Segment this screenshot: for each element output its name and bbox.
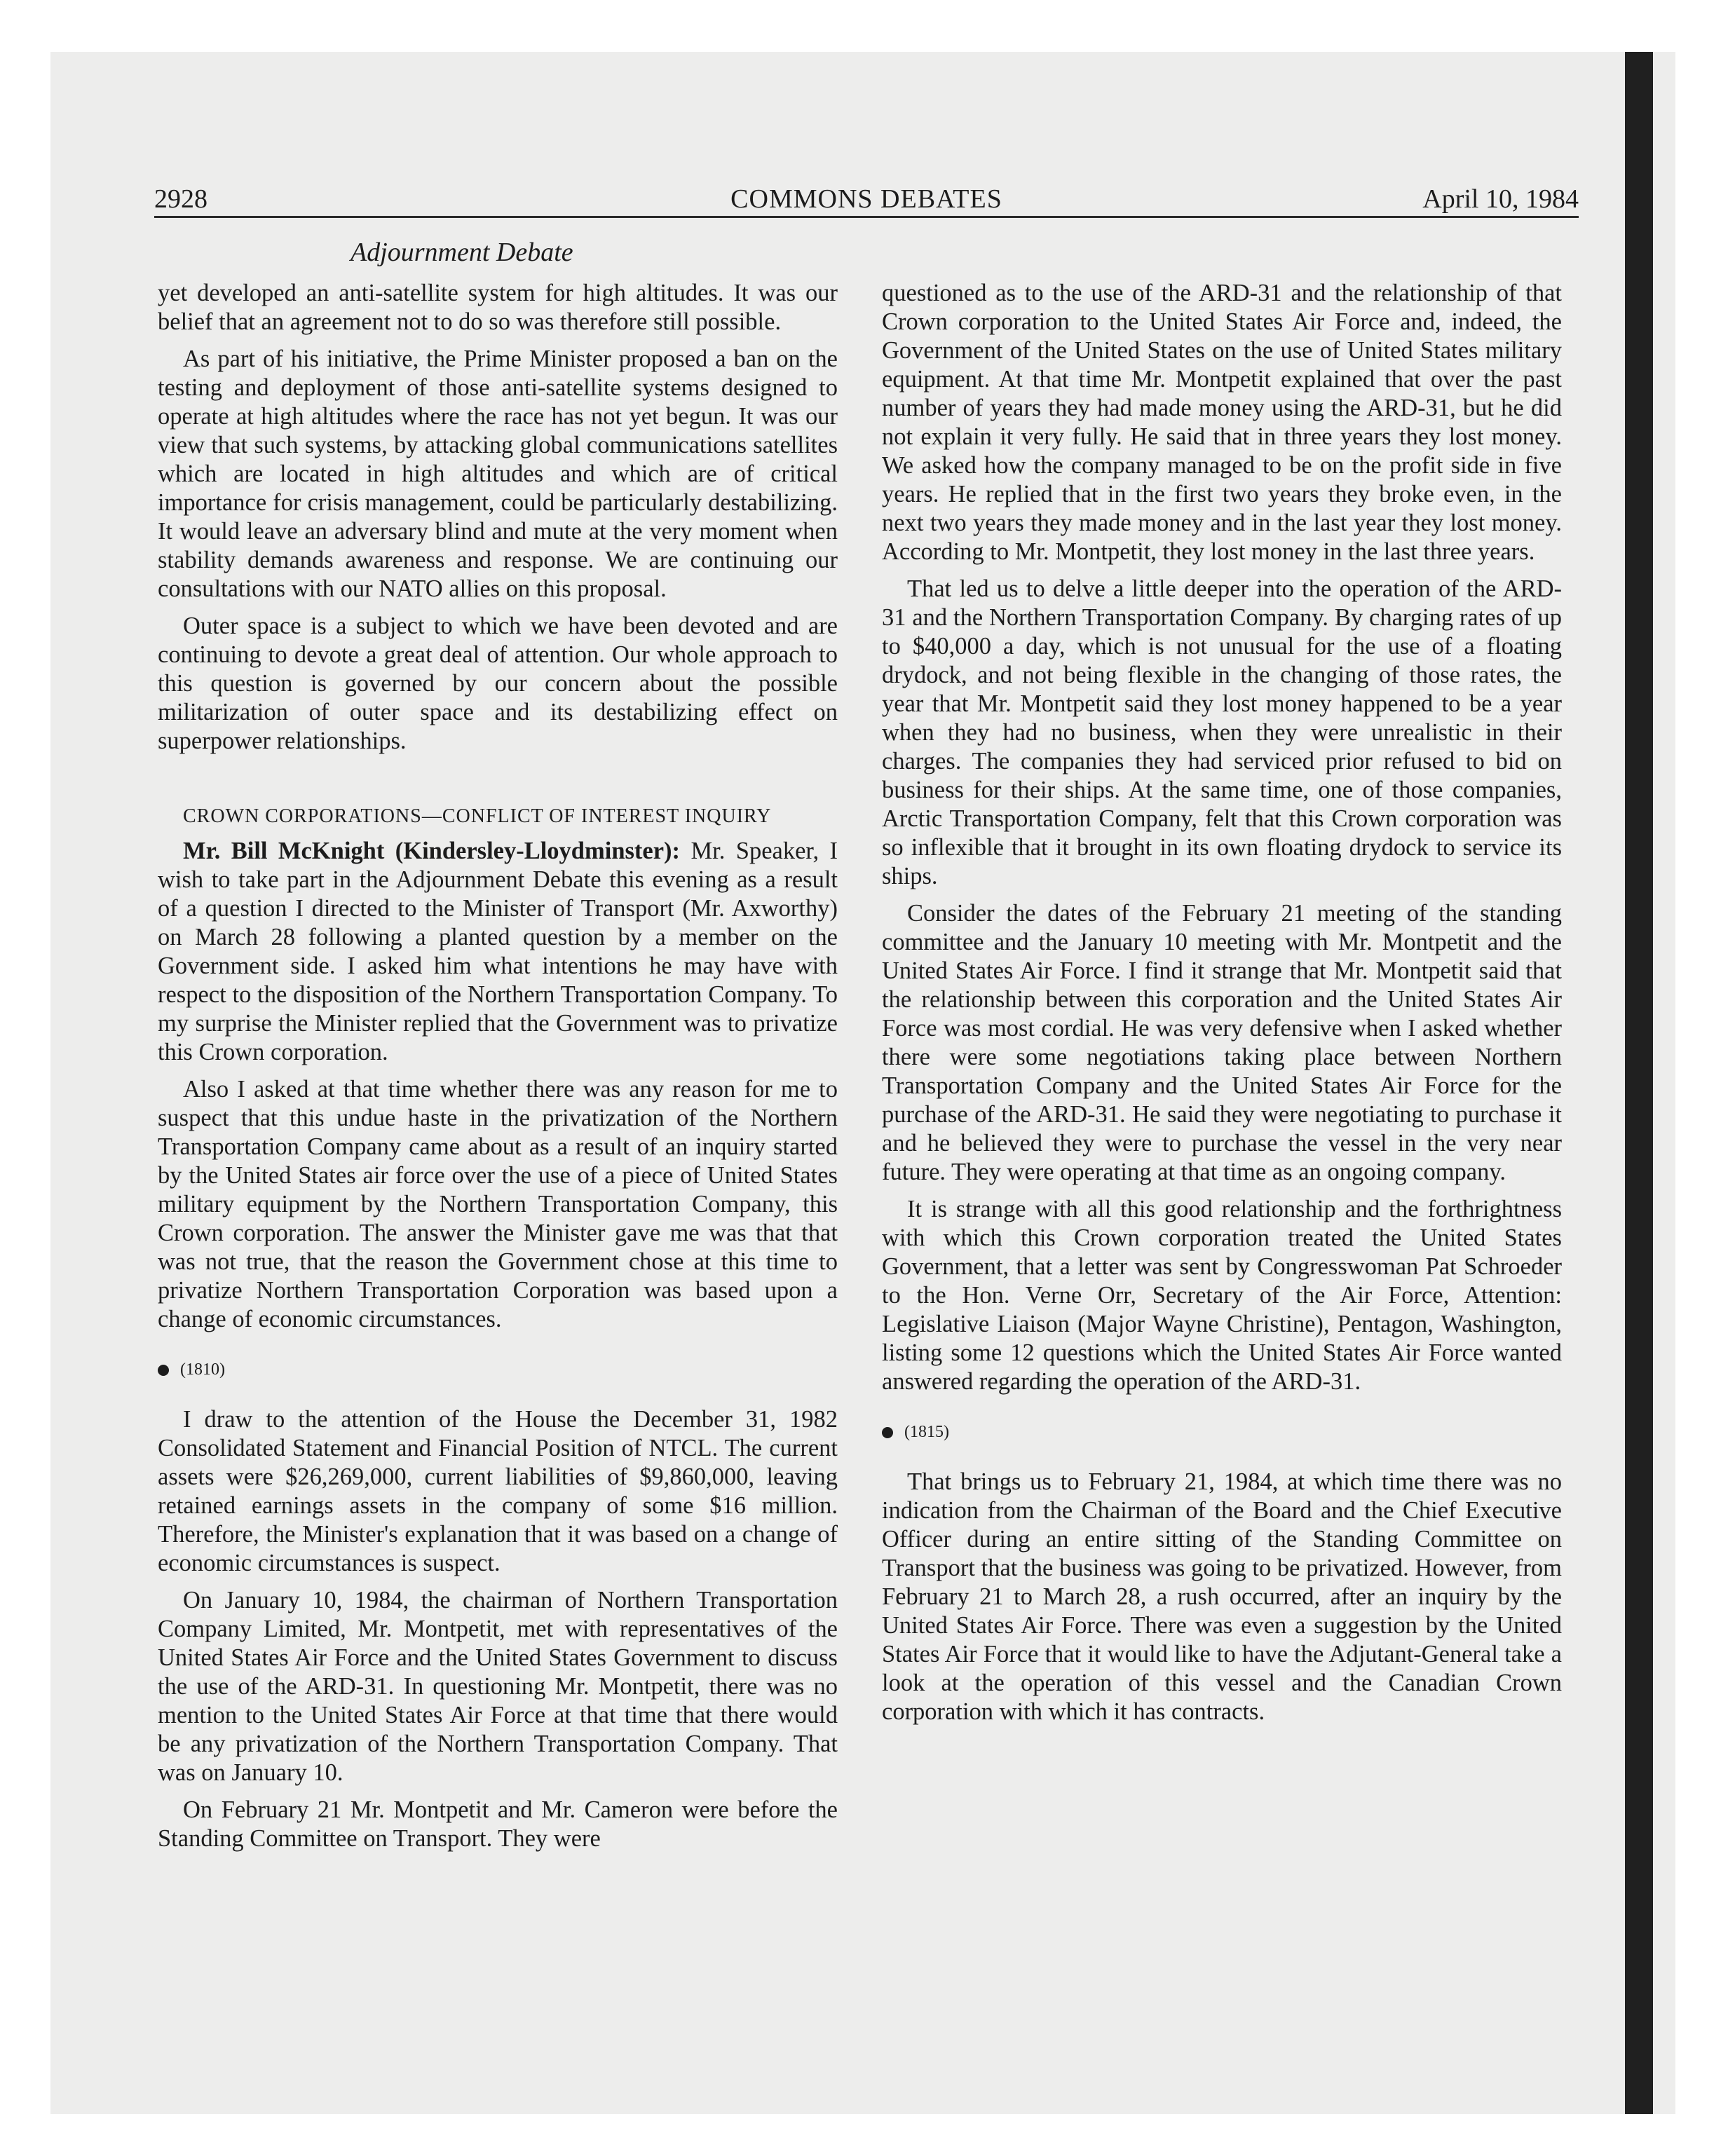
journal-title: COMMONS DEBATES [730, 184, 1002, 214]
right-column [882, 279, 1562, 1735]
page-header [154, 182, 1579, 218]
page-date: April 10, 1984 [1422, 184, 1579, 214]
paragraph: That brings us to February 21, 1984, at which time there was no indication from the Chairman of the Board and the Chief Executive Officer during an entire sitting of the Standing Committee on Transport that the business was going to be privatized. However, from February 21 to March 28, a rush occurred, after an inquiry by the United States Air Force. There was even a suggestion by the United States Air Force that it would like to have the Adjutant-General take a look at the operation of this vessel and the Canadian Crown corporation with which it has contracts. [882, 1468, 1562, 1725]
paragraph: That led us to delve a little deeper into the operation of the ARD-31 and the Northern Transportation Company. By charging rates of up to $40,000 a day, which is not unusual for the use of a floating drydock, and not being flexible in the changing of those rates, the year that Mr. Montpetit said they lost money happened to be a year when they had no business, when they were unrealistic in their charges. The companies they had serviced prior refused to bid on business for their ships. At the same time, one of those companies, Arctic Transportation Company, felt that this Crown corporation was so inflexible that it brought in its own floating drydock to service its ships. [882, 575, 1562, 889]
paragraph: On February 21 Mr. Montpetit and Mr. Cameron were before the Standing Committee on Transport. They were [158, 1796, 838, 1852]
time-marker [882, 1421, 1562, 1442]
paragraph: questioned as to the use of the ARD-31 and the relationship of that Crown corporation to the United States Air Force and, indeed, the Government of the United States on the use of United States military equipment. At that time Mr. Montpetit explained that over the past number of years they had made money using the ARD-31, but he did not explain it very fully. He said that in three years they lost money. We asked how the company managed to be on the profit side in five years. He replied that in the first two years they broke even, in the next two years they made money and in the last year they lost money. According to Mr. Montpetit, they lost money in the last three years. [882, 280, 1562, 565]
section-title: Adjournment Debate [351, 238, 573, 267]
paragraph: As part of his initiative, the Prime Minister proposed a ban on the testing and deployment of those anti-satellite systems designed to operate at high altitudes where the race has not yet begun. It was our view that such systems, by attacking global communications satellites which are located in high altitudes and which are of critical importance for crisis management, could be particularly destabilizing. It would leave an adversary blind and mute at the very moment when stability demands awareness and response. We are continuing our consultations with our NATO allies on this proposal. [158, 346, 838, 602]
scan-edge-shadow [1625, 52, 1653, 2114]
speaker-name: Mr. Bill McKnight (Kindersley-Lloydminster): [183, 838, 681, 864]
speech-text: Mr. Speaker, I wish to take part in the Adjournment Debate this evening as a result of a question I directed to the Minister of Transport (Mr. Axworthy) on March 28 following a planted question by a member on the Government side. I asked him what intentions he may have with respect to the disposition of the Northern Transportation Company. To my surprise the Minister replied that the Government was to privatize this Crown corporation. [158, 838, 838, 1065]
time-marker [158, 1359, 838, 1380]
time-stamp: (1810) [180, 1360, 225, 1379]
paragraph: It is strange with all this good relationship and the forthrightness with which this Crown corporation treated the United States Government, that a letter was sent by Congresswoman Pat Schroeder to the Hon. Verne Orr, Secretary of the Air Force, Attention: Legislative Liaison (Major Wayne Christine), Pentagon, Washington, listing some 12 questions which the United States Air Force wanted answered regarding the operation of the ARD-31. [882, 1196, 1562, 1395]
paragraph: I draw to the attention of the House the December 31, 1982 Consolidated Statement and Financial Position of NTCL. The current assets were $26,269,000, current liabilities of $9,860,000, leaving retained earnings assets in the company of some $16 million. Therefore, the Minister's explanation that it was based on a change of economic circumstances is suspect. [158, 1406, 838, 1576]
paragraph: Consider the dates of the February 21 meeting of the standing committee and the January 10 meeting with Mr. Montpetit and the United States Air Force. I find it strange that Mr. Montpetit said that the relationship between this corporation and the United States Air Force was most cordial. He was very defensive when I asked whether there were some negotiations taking place between Northern Transportation Company and the United States Air Force for the purchase of the ARD-31. He said they were negotiating to purchase it and he believed they were to purchase the vessel in the very near future. They were operating at that time as an ongoing company. [882, 900, 1562, 1185]
paragraph: On January 10, 1984, the chairman of Northern Transportation Company Limited, Mr. Montpetit, met with representatives of the United States Air Force and the United States Government to discuss the use of the ARD-31. In questioning Mr. Montpetit, there was no mention to the United States Air Force at that time that there would be any privatization of the Northern Transportation Company. That was on January 10. [158, 1587, 838, 1786]
time-stamp: (1815) [904, 1423, 949, 1441]
paragraph: yet developed an anti-satellite system for high altitudes. It was our belief that an agreement not to do so was therefore still possible. [158, 280, 838, 335]
paragraph: Outer space is a subject to which we have been devoted and are continuing to devote a great deal of attention. Our whole approach to this question is governed by our concern about the possible militarization of outer space and its destabilizing effect on superpower relationships. [158, 613, 838, 754]
page-number: 2928 [154, 184, 207, 214]
left-column [158, 279, 838, 1862]
bullet-icon [158, 1365, 169, 1376]
paragraph: Also I asked at that time whether there was any reason for me to suspect that this undue haste in the privatization of the Northern Transportation Company came about as a result of an inquiry started by the United States air force over the use of a piece of United States military equipment by the Northern Transportation Company, this Crown corporation. The answer the Minister gave me was that that was not true, that the reason the Government chose at this time to privatize Northern Transportation Corporation was based upon a change of economic circumstances. [158, 1076, 838, 1332]
speech-paragraph [158, 837, 838, 1067]
bullet-icon [882, 1427, 893, 1438]
subheading: CROWN CORPORATIONS—CONFLICT OF INTEREST INQUIRY [183, 805, 772, 827]
